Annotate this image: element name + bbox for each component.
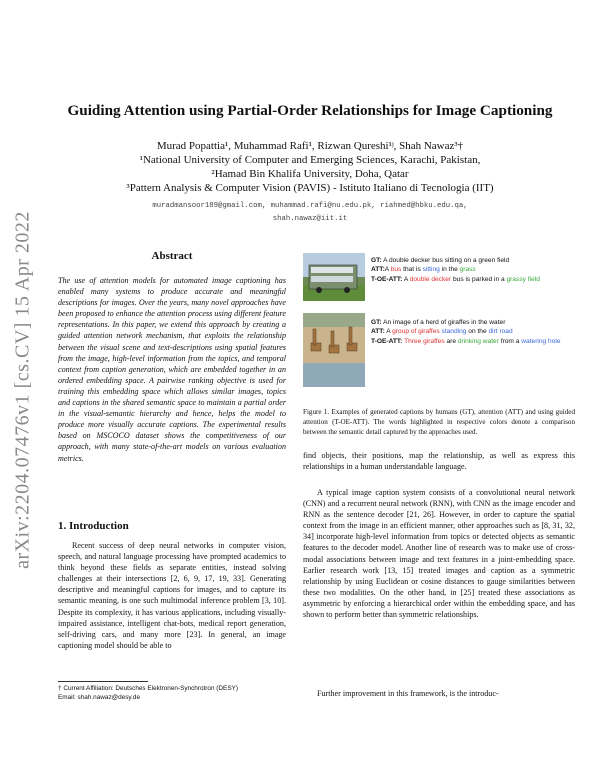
author-list: Murad Popattia¹, Muhammad Rafi¹, Rizwan Qureshi¹ʲ, Shah Nawaz³† bbox=[156, 140, 464, 152]
footnote bbox=[58, 685, 298, 703]
footnote-affiliation: † Current Affiliation: Deutsches Elektronen-Synchrotron (DESY) bbox=[58, 685, 238, 692]
footnote-rule bbox=[58, 681, 148, 682]
arxiv-identifier: arXiv:2204.07476v1 [cs.CV] 15 Apr 2022 bbox=[11, 211, 34, 569]
section-heading-introduction: 1. Introduction bbox=[58, 520, 129, 532]
author-emails-2: shah.nawaz@iit.it bbox=[272, 215, 348, 223]
example-2-captions bbox=[371, 318, 573, 346]
paper-title: Guiding Attention using Partial-Order Relationships for Image Captioning bbox=[67, 102, 553, 119]
example-2-toeatt: T-OE-ATT: Three giraffes are drinking water from a watering hole bbox=[371, 337, 561, 345]
affiliation-2: ²Hamad Bin Khalifa University, Doha, Qatar bbox=[211, 168, 409, 180]
author-emails: muradmansoor189@gmail.com, muhammad.rafi@nu.edu.pk, riahmed@hbku.edu.qa, bbox=[152, 202, 468, 210]
affiliation-1: ¹National University of Computer and Emerging Sciences, Karachi, Pakistan, bbox=[139, 154, 481, 166]
right-col-paragraph-1: find objects, their positions, map the relationship, as well as express this relationships in a human understandable language. bbox=[303, 451, 575, 472]
footnote-email: Email: shah.nawaz@desy.de bbox=[58, 693, 141, 701]
giraffe-photo bbox=[303, 313, 365, 387]
right-col-paragraph-3: Further improvement in this framework, is the introduc- bbox=[317, 689, 499, 698]
abstract-body: The use of attention models for automated image captioning has enabled many systems to produce accurate and meaningful descriptions for images. Over the years, many novel approaches have been proposed to enhance the attention process using different feature representations. In this paper, we extend this approach by creating a guided attention network mechanism, that exploits the relationship between the visual scene and text-descriptions using spatial features from the image, high-level information from the topics, and temporal context from caption generation, which are embedded together in an ordered embedding space. A pairwise ranking objective is used for training this embedding space which allows similar images, topics and captions in the shared semantic space to maintain a partial order in the visual-semantic hierarchy and hence, helps the model to produce more visually accurate captions. The experimental results based on MSCOCO dataset shows the competitiveness of our approach, with many state-of-the-art models on various evaluation metrics. bbox=[58, 276, 286, 463]
figure-1-caption: Figure 1. Examples of generated captions by humans (GT), attention (ATT) and using guided attention (T-OE-ATT). The words highlighted in respective colors denote a comparison between the semantic detail captured by the approaches used. bbox=[303, 408, 575, 436]
example-1-gt: GT: A double decker bus sitting on a green field bbox=[371, 257, 510, 264]
intro-paragraph: Recent success of deep neural networks in computer vision, speech, and natural language processing have prompted academics to think beyond these fields as separate entities, instead solving challenges at their intersections [2, 6, 9, 17, 19, 33]. Generating descriptive and meaningful captions for images, and to capture its semantic meaning, is one such multimodal inference problem [3, 10]. Despite its complexity, it has various applications, including visually-impaired assistance, intelligent chat-bots, medical report generation, self-driving cars, and many more [23]. In general, an image captioning model should be able to bbox=[58, 541, 286, 650]
example-1-captions bbox=[371, 256, 573, 284]
right-col-paragraph-2: A typical image caption system consists of a convolutional neural network (CNN) and a recurrent neural network (RNN), with CNN as the image encoder and RNN as the sentence decoder [21, 26]. However, in order to capture the spatial context from the image in an efficient manner, other approaches such as [8, 31, 32, 34] incorporate high-level information from topics or detected objects as semantic features to the decoder model. Another line of research was to make use of cross-modal associations between image and text features in a joint-embedding space. Earlier research work [13, 15] treated images and caption as a symmetric relationship by using Euclidean or cosine distances to gauge similarities between these two modalities. On the other hand, in [25] treated these associations as asymmetric by enforcing a hierarchical order within the embedding space, and has shown to perform better than symmetric relationships. bbox=[303, 488, 575, 620]
example-2-gt: GT: An image of a herd of giraffes in the water bbox=[371, 319, 506, 326]
arxiv-sidebar bbox=[6, 200, 40, 580]
example-1-toeatt: T-OE-ATT: A double decker bus is parked in a grassy field bbox=[371, 275, 540, 283]
affiliation-3: ³Pattern Analysis & Computer Vision (PAVIS) - Istituto Italiano di Tecnologia (IIT) bbox=[126, 182, 494, 194]
example-1-att: ATT:A bus that is sitting in the grass bbox=[371, 266, 476, 274]
example-2-att: ATT: A group of giraffes standing on the dirt road bbox=[371, 328, 513, 336]
bus-photo bbox=[303, 253, 365, 301]
abstract-heading: Abstract bbox=[151, 250, 193, 262]
